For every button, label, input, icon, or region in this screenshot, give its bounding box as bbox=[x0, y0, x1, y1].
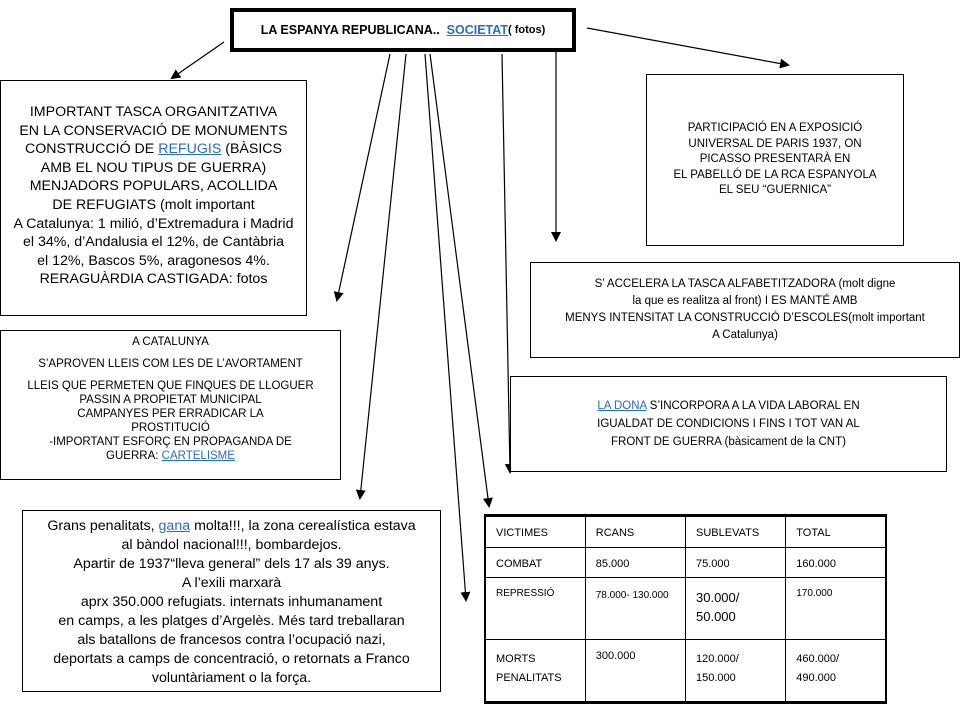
organitzativa-text: (BÀSICS bbox=[225, 141, 282, 158]
dona-text: S’INCORPORA A LA VIDA LABORAL EN bbox=[649, 400, 860, 412]
table-cell: 160.000 bbox=[786, 547, 886, 577]
catalunya-line: LLEIS QUE PERMETEN QUE FINQUES DE LLOGUER bbox=[27, 380, 314, 392]
table-cell: REPRESSIÓ bbox=[485, 577, 585, 639]
table-header-cell: RCANS bbox=[585, 516, 685, 548]
penalitats-line: voluntàriament o la força. bbox=[151, 670, 312, 686]
penalitats-line: A l’exili marxarà bbox=[181, 575, 282, 591]
societat-link[interactable]: SOCIETAT bbox=[446, 23, 508, 37]
table-cell: 460.000/ 490.000 bbox=[786, 639, 886, 702]
refugis-link[interactable]: REFUGIS bbox=[158, 141, 222, 158]
organitzativa-line: MENJADORS POPULARS, ACOLLIDA bbox=[29, 178, 278, 195]
arrow-to-exposicio bbox=[587, 28, 788, 65]
organitzativa-line: IMPORTANT TASCA ORGANITZATIVA bbox=[29, 104, 278, 120]
penalitats-text: molta!!!, la zona cerealística estava bbox=[194, 518, 416, 534]
table-row bbox=[485, 639, 886, 702]
catalunya-line: -IMPORTANT ESFORÇ EN PROPAGANDA DE bbox=[49, 436, 292, 448]
dona-line bbox=[511, 397, 946, 415]
exposicio-line: PICASSO PRESENTARÀ EN bbox=[699, 153, 851, 166]
table-cell: 300.000 bbox=[585, 639, 685, 702]
table-cell: MORTS PENALITATS bbox=[485, 639, 585, 702]
table-header-cell: VICTIMES bbox=[485, 516, 585, 548]
table-cell: 170.000 bbox=[786, 577, 886, 639]
organitzativa-text: CONSTRUCCIÓ DE bbox=[24, 141, 155, 158]
penalitats-line: en camps, a les platges d’Argelès. Més tard treballaran bbox=[58, 613, 405, 629]
organitzativa-line: DE REFUGIATS (molt important bbox=[52, 196, 255, 213]
victims-table bbox=[484, 514, 887, 704]
organitzativa-line bbox=[1, 140, 306, 159]
catalunya-line: A CATALUNYA bbox=[132, 336, 209, 348]
table-cell: 75.000 bbox=[686, 547, 786, 577]
exposicio-line: PARTICIPACIÓ EN A EXPOSICIÓ bbox=[687, 122, 863, 135]
catalunya-line: CAMPANYES PER ERRADICAR LA bbox=[77, 408, 264, 420]
title-suffix: ( fotos) bbox=[508, 24, 546, 36]
alfabetitzadora-line: S’ ACCELERA LA TASCA ALFABETITZADORA (molt digne bbox=[594, 278, 896, 290]
alfabetitzadora-line: la que es realitza al front) I ES MANTÉ AMB bbox=[632, 295, 858, 307]
table-cell: 120.000/ 150.000 bbox=[686, 639, 786, 702]
exposicio-line: UNIVERSAL DE PARIS 1937, ON bbox=[688, 137, 862, 150]
dona-box bbox=[510, 376, 947, 472]
exposicio-line: EL PABELLÓ DE LA RCA ESPANYOLA bbox=[673, 168, 877, 181]
organitzativa-box bbox=[0, 80, 307, 316]
table-cell: COMBAT bbox=[485, 547, 585, 577]
penalitats-line: Apartir de 1937“lleva general” dels 17 als 39 anys. bbox=[73, 556, 390, 572]
catalunya-line: PROSTITUCIÓ bbox=[131, 422, 210, 434]
catalunya-line: PASSIN A PROPIETAT MUNICIPAL bbox=[79, 394, 262, 406]
table-cell: 78.000- 130.000 bbox=[585, 577, 685, 639]
penalitats-line: als batallons de francesos contra l’ocupació nazi, bbox=[77, 632, 386, 648]
catalunya-line bbox=[1, 449, 340, 463]
penalitats-line bbox=[23, 517, 440, 536]
arrow-to-organitzativa bbox=[172, 42, 224, 78]
title-box bbox=[230, 8, 576, 52]
page-title: LA ESPANYA REPUBLICANA.. bbox=[260, 23, 440, 37]
organitzativa-line: el 12%, Bascos 5%, aragonesos 4%. bbox=[37, 252, 270, 269]
alfabetitzadora-line: A Catalunya) bbox=[712, 329, 778, 341]
table-row bbox=[485, 547, 886, 577]
arrow-to-catalunya bbox=[337, 54, 390, 300]
organitzativa-line: AMB EL NOU TIPUS DE GUERRA) bbox=[40, 159, 267, 176]
table-header-cell: TOTAL bbox=[786, 516, 886, 548]
arrow-to-table bbox=[430, 54, 489, 506]
dona-line: IGUALDAT DE CONDICIONS I FINS I TOT VAN AL bbox=[597, 418, 860, 430]
table-cell: 30.000/ 50.000 bbox=[686, 577, 786, 639]
penalitats-line: deportats a camps de concentració, o retornats a Franco bbox=[53, 651, 410, 667]
organitzativa-line: A Catalunya: 1 milió, d’Extremadura i Madrid bbox=[13, 215, 294, 232]
alfabetitzadora-box bbox=[530, 262, 960, 358]
penalitats-text: Grans penalitats, bbox=[47, 518, 155, 534]
organitzativa-line: EN LA CONSERVACIÓ DE MONUMENTS bbox=[19, 122, 288, 139]
exposicio-box bbox=[646, 74, 904, 246]
cartelisme-link[interactable]: CARTELISME bbox=[161, 450, 235, 462]
penalitats-box bbox=[22, 510, 441, 692]
table-row bbox=[485, 577, 886, 639]
organitzativa-line: el 34%, d’Andalusia el 12%, de Cantàbria bbox=[22, 234, 285, 251]
catalunya-text: GUERRA: bbox=[106, 450, 159, 462]
la-dona-link[interactable]: LA DONA bbox=[597, 400, 647, 412]
table-header-cell: SUBLEVATS bbox=[686, 516, 786, 548]
arrow-to-penalitats bbox=[360, 54, 406, 498]
table-header-row bbox=[485, 516, 886, 548]
penalitats-line: aprx 350.000 refugiats. internats inhumanament bbox=[80, 594, 383, 610]
gana-link[interactable]: gana bbox=[158, 518, 191, 534]
dona-line: FRONT DE GUERRA (bàsicament de la CNT) bbox=[611, 436, 846, 448]
catalunya-line: S’APROVEN LLEIS COM LES DE L’AVORTAMENT bbox=[38, 358, 303, 370]
alfabetitzadora-line: MENYS INTENSITAT LA CONSTRUCCIÓ D’ESCOLES(molt important bbox=[565, 312, 925, 324]
arrow-to-dona bbox=[502, 54, 510, 472]
organitzativa-line: RERAGUÀRDIA CASTIGADA: fotos bbox=[39, 271, 268, 288]
penalitats-line: al bàndol nacional!!!, bombardejos. bbox=[121, 537, 342, 553]
exposicio-line: EL SEU “GUERNICA” bbox=[718, 184, 832, 197]
table-cell: 85.000 bbox=[585, 547, 685, 577]
catalunya-box bbox=[0, 330, 341, 480]
